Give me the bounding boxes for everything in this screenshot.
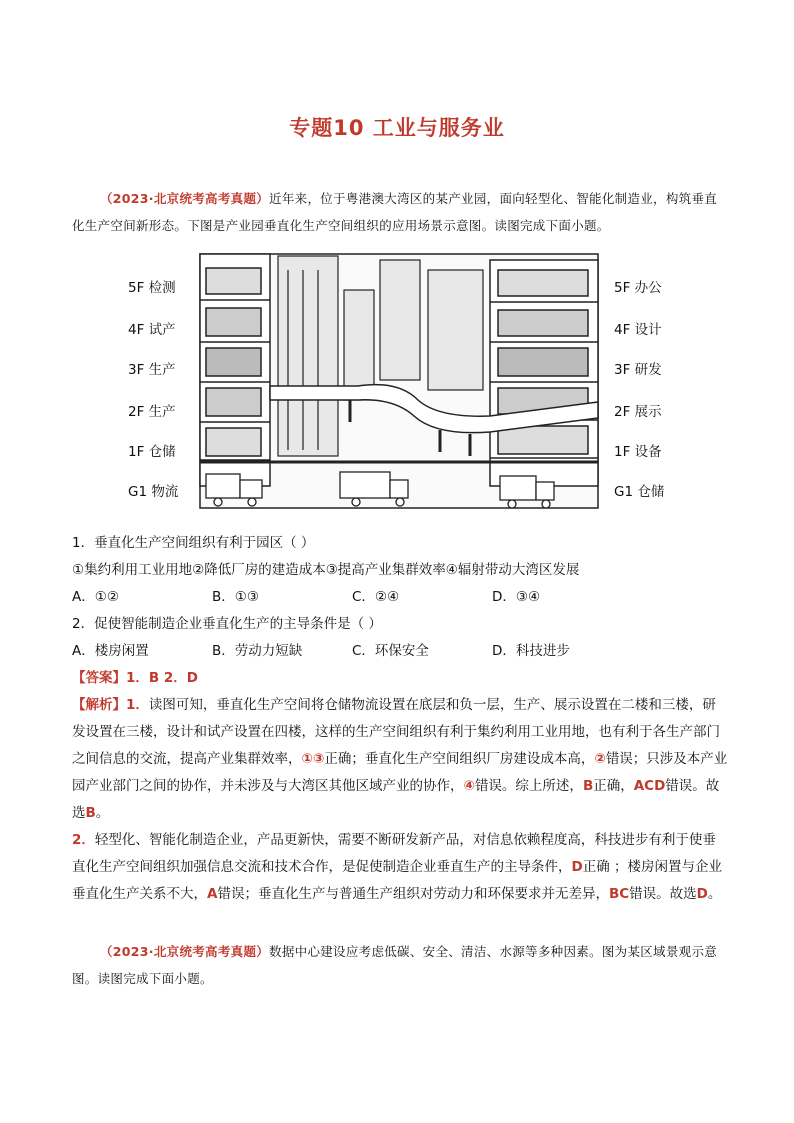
next-question-intro	[72, 938, 728, 992]
right-label-4f: 4F 设计	[614, 322, 662, 338]
analysis-text: 错误；只涉及本产业园产业部门之间的协作，并未涉及与大湾区其他区域产业的协作，	[72, 751, 728, 794]
right-label-g1: G1 仓储	[614, 484, 665, 500]
right-label-1f: 1F 设备	[614, 444, 662, 460]
q2-option-b[interactable]: B．劳动力短缺	[212, 643, 303, 659]
left-label-4f: 4F 试产	[128, 322, 176, 338]
analysis-num-2: 2．	[72, 832, 95, 848]
left-label-2f: 2F 生产	[128, 404, 176, 420]
question-1-options	[72, 584, 728, 610]
analysis-highlight: B	[582, 778, 594, 794]
left-label-g1: G1 物流	[128, 484, 179, 500]
q1-option-d[interactable]: D．③④	[492, 589, 541, 605]
left-label-5f: 5F 检测	[128, 280, 176, 296]
intro-text: 近年来，位于粤港澳大湾区的某产业园，面向轻型化、智能化制造业，构筑垂直化生产空间新形态。下图是产业园垂直化生产空间组织的应用场景示意图。读图完成下面小题。	[72, 191, 718, 233]
left-label-3f: 3F 生产	[128, 362, 176, 378]
analysis-highlight: ACD	[633, 778, 666, 794]
analysis-text: 正确，	[593, 778, 634, 794]
vertical-industrial-park-figure	[118, 250, 678, 520]
analysis-highlight: BC	[608, 886, 630, 902]
analysis-highlight: ①③	[301, 751, 325, 767]
q2-option-a[interactable]: A．楼房闲置	[72, 643, 149, 659]
question-intro	[72, 185, 728, 239]
analysis-label: 【解析】	[72, 697, 126, 713]
analysis-text: 错误。故选	[629, 886, 697, 902]
source-tag: （2023·北京统考高考真题）	[100, 191, 270, 206]
right-label-5f: 5F 办公	[614, 280, 662, 296]
analysis-text: 错误；垂直化生产与普通生产组织对劳动力和环保要求并无差异，	[217, 886, 609, 902]
q2-option-c[interactable]: C．环保安全	[352, 643, 429, 659]
q1-option-a[interactable]: A．①②	[72, 589, 119, 605]
analysis-text: 读图可知，垂直化生产空间将仓储物流设置在底层和负一层，生产、展示设置在二楼和三楼，研发设置在三楼，设计和试产设置在四楼，这样的生产空间组织有利于集约利用工业用地，也有利于各生产部门之间信息的交流，提高产业集群效率，	[72, 697, 720, 767]
analysis-highlight: D	[571, 859, 583, 875]
answer-line	[72, 665, 728, 692]
q1-option-c[interactable]: C．②④	[352, 589, 400, 605]
question-1-statements: ①集约利用工业用地②降低厂房的建造成本③提高产业集群效率④辐射带动大湾区发展	[72, 562, 580, 578]
right-label-3f: 3F 研发	[614, 362, 662, 378]
analysis-highlight: ④	[463, 778, 475, 794]
answer-text: 1．B 2．D	[126, 670, 198, 686]
analysis-text: 正确；垂直化生产空间组织厂房建设成本高，	[324, 751, 595, 767]
analysis-part-2	[72, 827, 728, 908]
answer-label: 【答案】	[72, 670, 126, 686]
q1-option-b[interactable]: B．①③	[212, 589, 259, 605]
left-building	[200, 254, 270, 486]
analysis-part-1	[72, 692, 728, 827]
analysis-text: 错误。故选	[72, 778, 720, 821]
analysis-text: 错误。综上所述，	[474, 778, 583, 794]
analysis-text: 轻型化、智能化制造企业，产品更新快，需要不断研发新产品，对信息依赖程度高，科技进步有利于使垂直化生产空间组织加强信息交流和技术合作，是促使制造企业垂直生产的主导条件，	[72, 832, 716, 875]
q2-option-d[interactable]: D．科技进步	[492, 643, 570, 659]
question-2-options	[72, 638, 728, 664]
analysis-text: 正确 ；楼房闲置与企业垂直化生产关系不大，	[72, 859, 723, 902]
analysis-highlight: B	[85, 805, 96, 821]
park-illustration	[118, 250, 678, 520]
question-2-stem: 2．促使智能制造企业垂直化生产的主导条件是（ ）	[72, 616, 382, 632]
right-label-2f: 2F 展示	[614, 404, 662, 420]
analysis-num-1: 1．	[126, 697, 149, 713]
analysis-highlight: A	[207, 886, 218, 902]
page-title: 专题10 工业与服务业	[289, 116, 505, 140]
analysis-text: 。	[707, 886, 722, 902]
left-label-1f: 1F 仓储	[128, 444, 176, 460]
next-source-tag: （2023·北京统考高考真题）	[100, 944, 270, 959]
question-1-stem: 1．垂直化生产空间组织有利于园区（ ）	[72, 535, 315, 551]
next-intro-text: 数据中心建设应考虑低碳、安全、清洁、水源等多种因素。图为某区域景观示意图。读图完成下面小题。	[72, 944, 718, 986]
analysis-highlight: D	[696, 886, 708, 902]
analysis-highlight: ②	[594, 751, 606, 767]
analysis-text: 。	[95, 805, 110, 821]
right-building	[490, 260, 598, 486]
